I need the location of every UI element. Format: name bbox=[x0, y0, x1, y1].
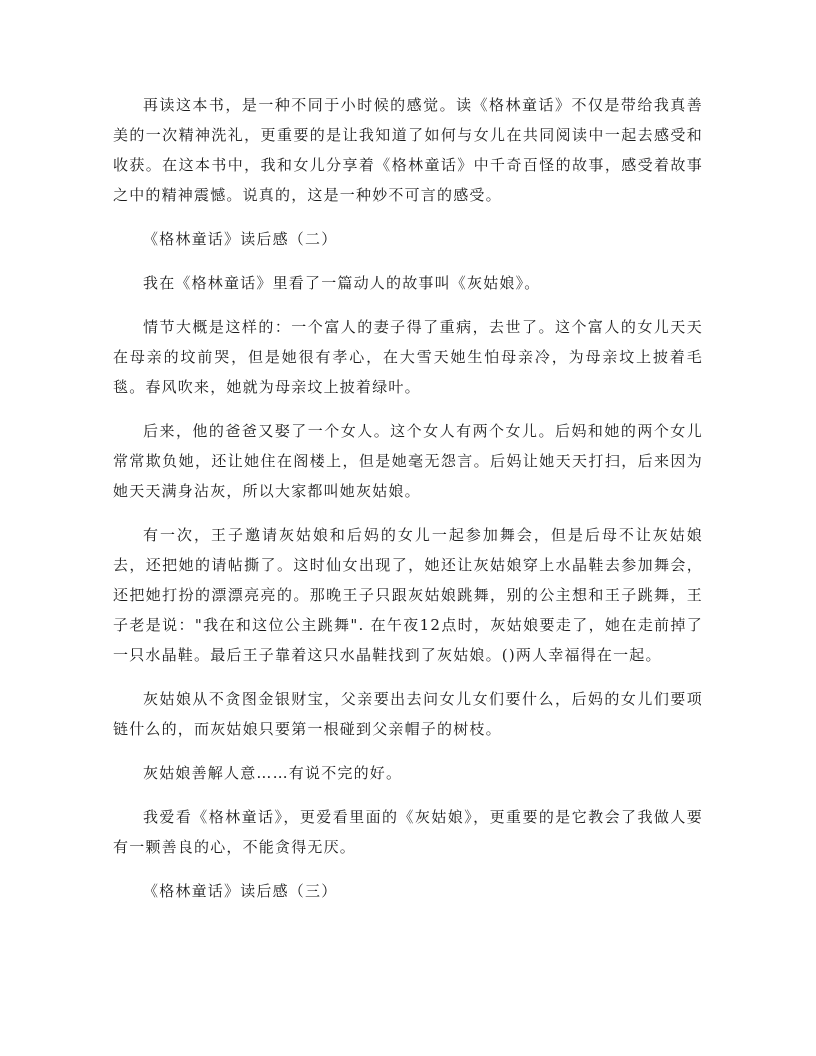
paragraph-1: 再读这本书，是一种不同于小时候的感觉。读《格林童话》不仅是带给我真善美的一次精神洗礼，更重要的是让我知道了如何与女儿在共同阅读中一起去感受和收获。在这本书中，我和女儿分享着《格林童话》中千奇百怪的故事，感受着故事之中的精神震憾。说真的，这是一种妙不可言的感受。 bbox=[113, 96, 703, 204]
paragraph-4: 后来，他的爸爸又娶了一个女人。这个女人有两个女儿。后妈和她的两个女儿常常欺负她，还让她住在阁楼上，但是她毫无怨言。后妈让她天天打扫，后来因为她天天满身沾灰，所以大家都叫她灰姑娘。 bbox=[113, 422, 703, 500]
paragraph-2: 我在《格林童话》里看了一篇动人的故事叫《灰姑娘》。 bbox=[143, 274, 541, 292]
paragraph-7: 灰姑娘善解人意……有说不完的好。 bbox=[143, 764, 403, 782]
paragraph-6: 灰姑娘从不贪图金银财宝，父亲要出去问女儿女们要什么，后妈的女儿们要项链什么的，而灰姑娘只要第一根碰到父亲帽子的树枝。 bbox=[113, 690, 703, 738]
paragraph-3: 情节大概是这样的：一个富人的妻子得了重病，去世了。这个富人的女儿天天在母亲的坟前哭，但是她很有孝心，在大雪天她生怕母亲冷，为母亲坟上披着毛毯。春风吹来，她就为母亲坟上披着绿叶。 bbox=[113, 318, 703, 396]
paragraph-8: 我爱看《格林童话》，更爱看里面的《灰姑娘》，更重要的是它教会了我做人要有一颗善良的心，不能贪得无厌。 bbox=[113, 808, 703, 856]
document-body bbox=[113, 90, 703, 920]
section-heading-3: 《格林童话》读后感（三） bbox=[143, 882, 338, 900]
paragraph-5: 有一次，王子邀请灰姑娘和后妈的女儿一起参加舞会，但是后母不让灰姑娘去，还把她的请帖撕了。这时仙女出现了，她还让灰姑娘穿上水晶鞋去参加舞会，还把她打扮的漂漂亮亮的。那晚王子只跟灰姑娘跳舞，别的公主想和王子跳舞，王子老是说："我在和这位公主跳舞". 在午夜12点时，灰姑娘要走了，她在走前掉了一只水晶鞋。最后王子靠着这只水晶鞋找到了灰姑娘。()两人幸福得在一起。 bbox=[113, 526, 703, 664]
section-heading-2: 《格林童话》读后感（二） bbox=[143, 230, 338, 248]
